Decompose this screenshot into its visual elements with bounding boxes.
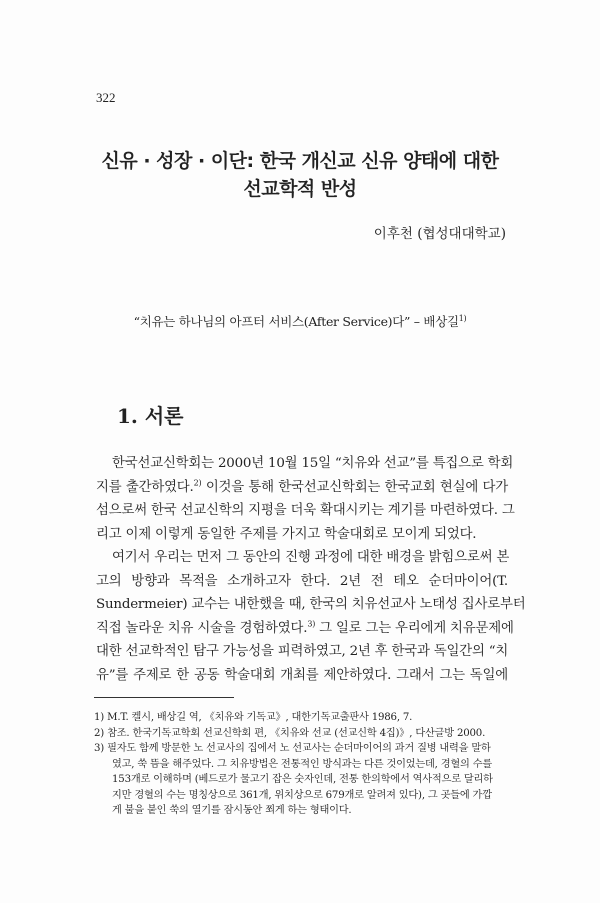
article-title-line-2: 선교학적 반성 bbox=[243, 178, 357, 200]
footnote-text: M.T. 켈시, 배상길 역, 《치유와 기독교》, 대한기독교출판사 1986, 7. bbox=[107, 712, 413, 723]
paragraph-line: 섬으로써 한국 선교신학의 지평을 더욱 확대시키는 계기를 마련하였다. 그 bbox=[96, 503, 515, 518]
footnote-3-continuation: 153개로 이해하며 (베드로가 물고기 잡은 숫자인데, 전통 한의학에서 역사적으로 달리하 bbox=[112, 774, 493, 785]
footnote-ref: 2) bbox=[193, 478, 202, 488]
paragraph-line bbox=[96, 617, 514, 641]
footnote-number: 1) bbox=[94, 712, 105, 723]
paragraph-line: 한국선교신학회는 2000년 10월 15일 “치유와 선교”를 특집으로 학회 bbox=[112, 456, 514, 471]
footnote-text: 필자도 함께 방문한 노 선교사의 집에서 노 선교사는 순더마이어의 과거 질병 내력을 말하 bbox=[107, 743, 491, 754]
paragraph-1 bbox=[96, 452, 515, 546]
footnote-ref: 3) bbox=[307, 619, 316, 629]
paragraph-line bbox=[96, 476, 508, 500]
footnote-number: 2) bbox=[94, 727, 105, 739]
epigraph-footnote-ref: 1) bbox=[458, 313, 467, 323]
paragraph-line: Sundermeier) 교수는 내한했을 때, 한국의 치유선교사 노태성 집사로부터 bbox=[96, 597, 526, 612]
paragraph-line: 고의 방향과 목적을 소개하고자 한다. 2년 전 테오 순더마이어(T. bbox=[96, 573, 508, 589]
section-heading: 1. 서론 bbox=[117, 404, 184, 428]
footnote-text: 참조. 한국기독교학회 선교신학회 편, 《치유와 선교 (선교신학 4집)》, 다산글방 2000. bbox=[107, 727, 486, 739]
paragraph-line: 리고 이제 이렇게 동일한 주제를 가지고 학술대회로 모이게 되었다. bbox=[96, 526, 477, 542]
epigraph bbox=[0, 312, 600, 330]
paragraph-line-text: 직접 놀라운 치유 시술을 경험하였다. bbox=[96, 620, 308, 636]
epigraph-text: “치유는 하나님의 아프터 서비스(After Service)다” – 배상길 bbox=[133, 314, 459, 329]
paragraph-line: 여기서 우리는 먼저 그 동안의 진행 과정에 대한 배경을 밝힘으로써 본 bbox=[112, 550, 510, 565]
body-text bbox=[96, 452, 526, 687]
footnote-divider bbox=[94, 697, 234, 698]
footnote-1 bbox=[94, 710, 514, 726]
page-number: 322 bbox=[96, 90, 116, 105]
article-title-line-1: 신유 · 성장 · 이단: 한국 개신교 신유 양태에 대한 bbox=[101, 150, 499, 172]
paragraph-line-text: 지를 출간하였다. bbox=[96, 479, 194, 495]
footnote-2 bbox=[94, 726, 514, 742]
footnote-3-continuation: 지만 경혈의 수는 명칭상으로 361개, 위치상으로 679개로 알려져 있다), 그 곳들에 가깝 bbox=[112, 789, 492, 801]
footnote-3-continuation: 게 불을 붙인 쑥의 열기를 잠시동안 쬐게 하는 형태이다. bbox=[112, 805, 352, 816]
author-affiliation: 이후천 (협성대대학교) bbox=[373, 226, 506, 242]
footnote-3-continuation: 였고, 쑥 뜸을 해주었다. 그 치유방법은 전통적인 방식과는 다른 것이었는데, 경혈의 수를 bbox=[112, 758, 492, 770]
paragraph-line: 대한 선교학적인 탐구 가능성을 피력하였고, 2년 후 한국과 독일간의 “치 bbox=[96, 644, 509, 659]
footnote-number: 3) bbox=[94, 743, 105, 754]
footnotes bbox=[94, 710, 514, 819]
footnote-3 bbox=[94, 741, 514, 757]
paragraph-2 bbox=[96, 546, 526, 687]
paragraph-line-text: 그 일로 그는 우리에게 치유문제에 bbox=[315, 620, 514, 636]
paragraph-line: 유”를 주제로 한 공동 학술대회 개최를 제안하였다. 그래서 그는 독일에 bbox=[96, 667, 508, 683]
paragraph-line-text: 이것을 통해 한국선교신학회는 한국교회 현실에 다가 bbox=[201, 479, 508, 495]
